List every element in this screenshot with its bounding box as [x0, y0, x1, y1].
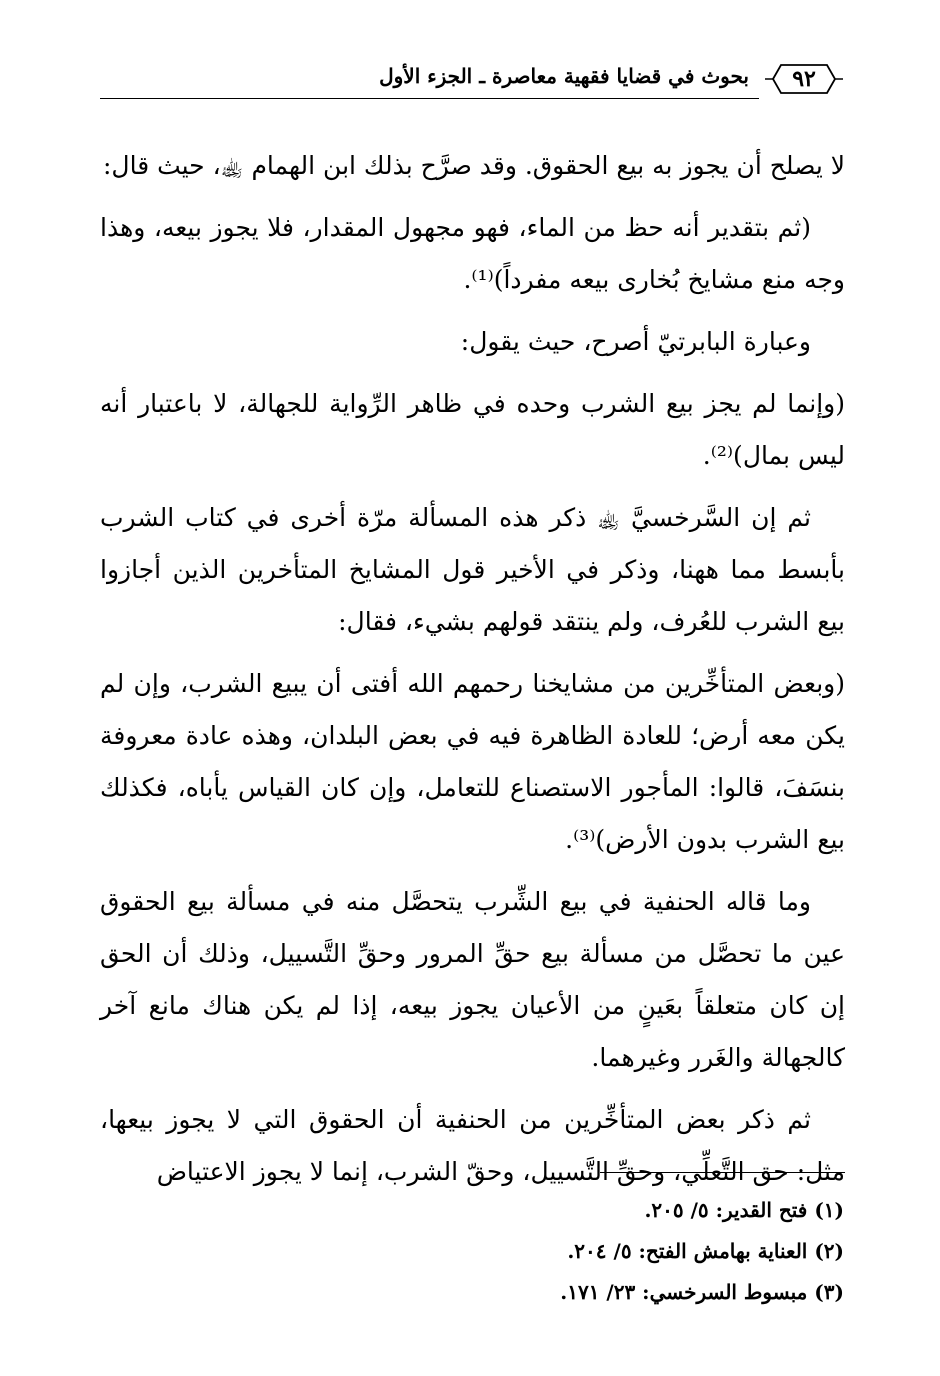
quote-paragraph: (وإنما لم يجز بيع الشرب وحده في ظاهر الرِّواية للجهالة، لا باعتبار أنه ليس بمال)⁽²⁾. [100, 389, 845, 470]
paragraph: ثم إن السَّرخسيَّ ﵀ ذكر هذه المسألة مرّة أخرى في كتاب الشرب بأبسط مما ههنا، وذكر في الأخير قول المشايخ المتأخرين الذين أجازوا بيع الشرب للعُرف، ولم ينتقد قولهم بشيء، فقال: [100, 503, 845, 636]
footnotes [344, 1190, 844, 1313]
page-number: ٩٢ [792, 66, 816, 92]
paragraph: ثم ذكر بعض المتأخِّرين من الحنفية أن الحقوق التي لا يجوز بيعها، مثل: حق التَّعلِّي، وحقِّ التَّسييل، وحقّ الشرب، إنما لا يجوز الاعتياض [100, 1105, 845, 1186]
footnote: (١) فتح القدير: ٥/ ٢٠٥. [644, 1198, 844, 1222]
page-header [100, 58, 845, 102]
paragraph: لا يصلح أن يجوز به بيع الحقوق. وقد صرَّح بذلك ابن الهمام ﵀، حيث قال: [102, 151, 845, 180]
body-text [100, 140, 845, 1208]
paragraph: وعبارة البابرتيّ أصرح، حيث يقول: [460, 327, 811, 356]
quote-paragraph: (وبعض المتأخِّرين من مشايخنا رحمهم الله أفتى أن يبيع الشرب، وإن لم يكن معه أرض؛ للعادة الظاهرة فيه في بعض البلدان، وهذه عادة معروفة بنسَفَ، قالوا: المأجور الاستصناع للتعامل، وإن كان القياس يأباه، فكذلك بيع الشرب بدون الأرض)⁽³⁾. [100, 669, 845, 854]
footnote-separator [600, 1172, 845, 1173]
header-rule [100, 98, 759, 99]
footnote: (٣) مبسوط السرخسي: ٢٣/ ١٧١. [560, 1280, 844, 1304]
paragraph: وما قاله الحنفية في بيع الشِّرب يتحصَّل منه في مسألة بيع الحقوق عين ما تحصَّل من مسألة بيع حقِّ المرور وحقِّ التَّسييل، وذلك أن الحق إن كان متعلقاً بعَينٍ من الأعيان يجوز بيعه، إذا لم يكن هناك مانع آخر كالجهالة والغَرر وغيرهما. [100, 887, 845, 1072]
running-title: بحوث في قضايا فقهية معاصرة ـ الجزء الأول [379, 64, 749, 88]
quote-paragraph: (ثم بتقدير أنه حظ من الماء، فهو مجهول المقدار، فلا يجوز بيعه، وهذا وجه منع مشايخ بُخارى بيعه مفرداً)⁽¹⁾. [100, 213, 845, 294]
page-number-badge [763, 60, 845, 98]
footnote: (٢) العناية بهامش الفتح: ٥/ ٢٠٤. [567, 1239, 844, 1263]
